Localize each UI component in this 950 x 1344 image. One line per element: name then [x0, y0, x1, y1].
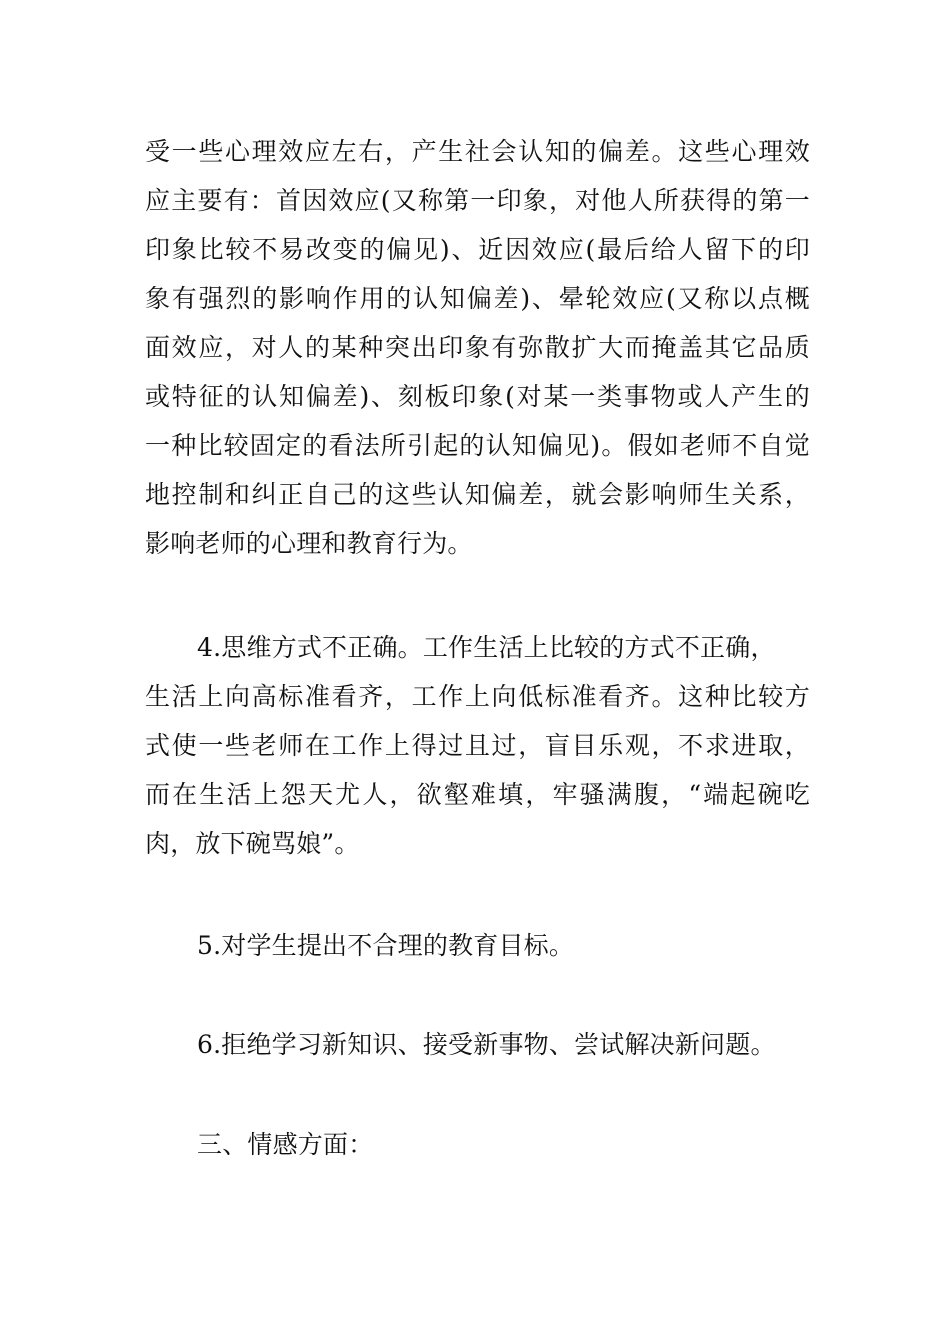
text-line: 影响老师的心理和教育行为。 [145, 529, 473, 558]
text-line: 而在生活上怨天尤人，欲壑难填，牢骚满腹，“端起碗吃 [145, 780, 810, 809]
text-line: 5.对学生提出不合理的教育目标。 [197, 931, 575, 960]
text-line: 一种比较固定的看法所引起的认知偏见)。假如老师不自觉 [145, 431, 810, 460]
paragraph-item-6 [145, 1020, 810, 1069]
text-line: 肉，放下碗骂娘”。 [145, 829, 360, 858]
text-line: 应主要有：首因效应(又称第一印象，对他人所获得的第一 [145, 186, 810, 215]
text-line: 受一些心理效应左右，产生社会认知的偏差。这些心理效 [145, 137, 810, 166]
section-heading: 三、情感方面： [197, 1130, 374, 1159]
text-line: 6.拒绝学习新知识、接受新事物、尝试解决新问题。 [197, 1030, 776, 1059]
text-line: 象有强烈的影响作用的认知偏差)、晕轮效应(又称以点概 [145, 284, 810, 313]
paragraph-item-5 [145, 921, 810, 970]
text-line: 地控制和纠正自己的这些认知偏差，就会影响师生关系， [145, 480, 810, 509]
paragraph-cognitive-bias [145, 127, 810, 568]
text-line: 4.思维方式不正确。工作生活上比较的方式不正确， [197, 633, 776, 662]
text-line: 生活上向高标准看齐，工作上向低标准看齐。这种比较方 [145, 682, 810, 711]
text-line: 或特征的认知偏差)、刻板印象(对某一类事物或人产生的 [145, 382, 810, 411]
paragraph-thinking-style [145, 623, 810, 868]
text-line: 面效应，对人的某种突出印象有弥散扩大而掩盖其它品质 [145, 333, 810, 362]
text-line: 式使一些老师在工作上得过且过，盲目乐观，不求进取， [145, 731, 810, 760]
section-heading-emotion [145, 1120, 810, 1169]
text-line: 印象比较不易改变的偏见)、近因效应(最后给人留下的印 [145, 235, 810, 264]
